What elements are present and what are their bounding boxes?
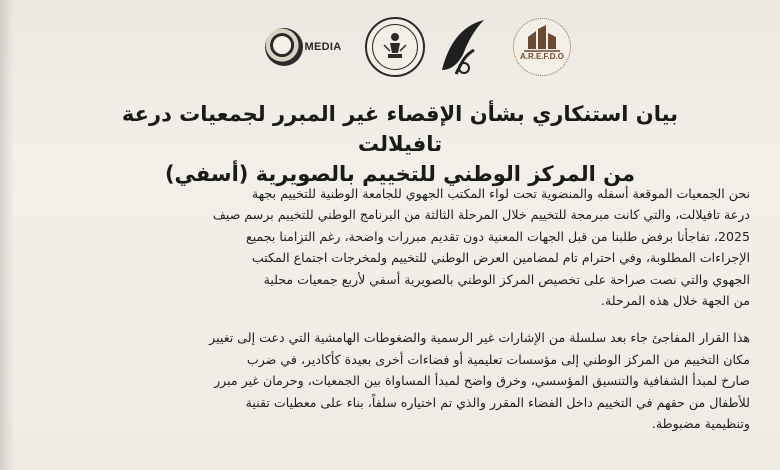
chess-pawn-seal-icon [365,17,425,77]
seal-logo [364,14,426,80]
media-disc-icon [265,28,303,66]
paragraph-line: مكان التخييم من المركز الوطني إلى مؤسسات تعليمية أو فضاءات أخرى بعيدة كأكادير، في ضرب [246,351,750,367]
fd-brush-logo-icon [434,16,490,78]
fd-logo [432,14,492,80]
title-line-2: من المركز الوطني للتخييم بالصويرية (أسفي) [164,162,636,186]
arefdo-abbreviation: A.R.E.F.D.O [519,52,564,61]
paragraph-2 [28,327,750,434]
paragraph-line: من الجهة خلال هذه المرحلة. [601,293,750,309]
statement-body [28,183,750,434]
paragraph-line: نحن الجمعيات الموقعة أسفله والمنضوية تحت لواء المكتب الجهوي للجامعة الوطنية للتخييم بجهة [251,186,750,201]
paragraph-line: للأطفال من حقهم في التخييم داخل الفضاء المقرر والذي تم اختياره سلفاً، بناء على معطيات تقنية [245,394,750,410]
paragraph-line: وتنظيمية مضبوطة. [651,416,750,432]
arefdo-logo [510,14,574,80]
paragraph-line: هذا القرار المفاجئ جاء بعد سلسلة من الإشارات غير الرسمية والضغوطات الهامشية التي دعت إلى تغيير [209,330,750,346]
logos-row [0,14,780,84]
media-logo [258,14,348,80]
paragraph-line: درعة تافيلالت، والتي كانت مبرمجة للتخييم خلال المرحلة الثالثة من البرنامج الوطني للتخييم برسم صيف [212,207,750,223]
media-logo-word: MEDIA [304,41,342,53]
paragraph-1 [28,183,750,311]
paragraph-line: صارخ لمبدأ الشفافية والتنسيق المؤسسي، وخرق واضح لمبدأ المساواة بين الجمعيات، وحرمان غير مبرر [214,373,750,389]
statement-title [100,99,700,189]
paragraph-line: 2025، تفاجأنا برفض طلبنا من قبل الجهات المعنية دون تقديم مبررات واضحة، رغم التزامنا بجميع [246,228,750,244]
paragraph-line: الإجراءات المطلوبة، وفي احترام تام لمضامين العرض الوطني للتخييم ولمخرجات اجتماع المكتب [251,250,750,266]
arefdo-circle-logo-icon [513,18,571,76]
title-line-1: بيان استنكاري بشأن الإقصاء غير المبرر لجمعيات درعة تافيلالت [121,102,679,156]
paragraph-line: الجهوي والتي نصت صراحة على تخصيص المركز الوطني بالصويرية أسفي لأربع جمعيات محلية [263,271,750,287]
